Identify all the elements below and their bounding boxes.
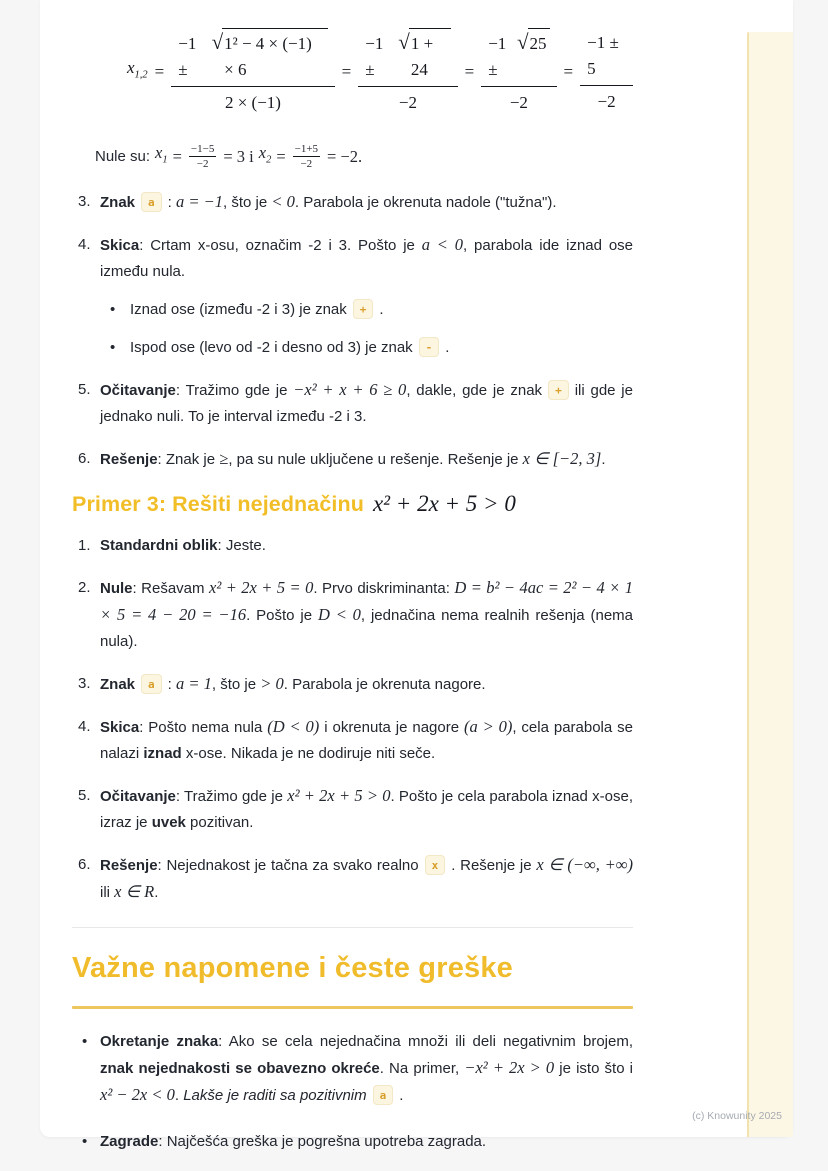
step-item-6: 6. Rešenje: Znak je ≥, pa su nule uključene u rešenje. Rešenje je x ∈ [−2, 3].: [78, 446, 633, 473]
quadratic-formula: $x_{1,2}$ = −1 ± √ 1² − 4 × (−1) × 6 2 × (−1) = −1 ± √ 1 + 24 −2 = −1 ± √ 25 −2 = $\frac{-1 \pm 5}{-2}$: [127, 28, 633, 116]
step-number: 3.: [78, 193, 91, 211]
note-bullet-sign-flip: • Okretanje znaka: Ako se cela nejednačina množi ili deli negativnim brojem, znak nejednakosti se obavezno okreće. Na primer, −x² + 2x > 0 je isto što i x² − 2x < 0. Lakše je raditi sa pozitivnim a .: [82, 1029, 633, 1109]
badge-plus: +: [548, 380, 569, 400]
radical: √ 25: [517, 28, 550, 57]
step-number: 4.: [78, 718, 91, 736]
fraction-2: −1 ± √ 1 + 24 −2: [358, 28, 457, 116]
bullet-dot: •: [110, 339, 116, 357]
badge-x: x: [425, 855, 446, 875]
step-label: Skica: [100, 719, 140, 737]
note-label: Okretanje znaka: [100, 1033, 219, 1051]
step-label: Znak: [100, 676, 136, 694]
step-label: Nule: [100, 580, 133, 598]
badge-a: a: [141, 674, 162, 694]
bullet-dot: •: [82, 1033, 88, 1051]
step-number: 3.: [78, 675, 91, 693]
step-item-3: 3. Znak a : a = −1, što je < 0. Parabola je okrenuta nadole ("tužna").: [78, 189, 633, 216]
step-item-5: 5. Očitavanje: Tražimo gde je −x² + x + 6 ≥ 0, dakle, gde je znak + ili gde je jednako nuli. To je interval između -2 i 3.: [78, 377, 633, 430]
small-fraction-1: $\frac{-1-5}{-2}$: [190, 143, 215, 171]
step-item-5: 5. Očitavanje: Tražimo gde je x² + 2x + 5 > 0. Pošto je cela parabola iznad x-ose, izraz je uvek pozitivan.: [78, 783, 633, 836]
radical: √ 1² − 4 × (−1) × 6: [212, 28, 328, 83]
heading-math: x² + 2x + 5 > 0: [372, 491, 516, 517]
step-label: Rešenje: [100, 857, 158, 875]
copyright-watermark: (c) Knowunity 2025: [692, 1110, 782, 1122]
step-label: Znak: [100, 194, 136, 212]
step-label: Očitavanje: [100, 382, 176, 400]
sub-bullet-above-axis: • Iznad ose (između -2 i 3) je znak + .: [110, 297, 633, 323]
step-number: 5.: [78, 787, 91, 805]
step-item-1: 1. Standardni oblik: Jeste.: [78, 533, 633, 559]
small-fraction-2: $\frac{-1+5}{-2}$: [294, 143, 319, 171]
badge-a: a: [141, 192, 162, 212]
step-number: 1.: [78, 537, 91, 555]
fraction-4: $\frac{-1 \pm 5}{-2}$: [580, 30, 633, 115]
radical: √ 1 + 24: [398, 28, 450, 83]
bullet-dot: •: [82, 1133, 88, 1151]
roots-line: Nule su: $x_1$ = $\frac{-1-5}{-2}$ = 3 i $x_2$ = $\frac{-1+5}{-2}$ = −2.: [95, 143, 363, 171]
page-content: [40, 0, 793, 1155]
step-number: 6.: [78, 450, 91, 468]
step-number: 4.: [78, 236, 91, 254]
note-label: Zagrade: [100, 1133, 159, 1151]
fraction-1: −1 ± √ 1² − 4 × (−1) × 6 2 × (−1): [171, 28, 334, 116]
page-card: [40, 0, 793, 1151]
heading-text: Primer 3: Rešiti nejednačinu: [72, 492, 364, 517]
step-label: Standardni oblik: [100, 537, 218, 555]
step-label: Skica: [100, 237, 140, 255]
bullet-dot: •: [110, 301, 116, 319]
badge-plus: +: [353, 299, 374, 319]
step-item-4: 4. Skica: Pošto nema nula (D < 0) i okrenuta je nagore (a > 0), cela parabola se nalazi iznad x-ose. Nikada je ne dodiruje niti seče.: [78, 714, 633, 767]
step-label: Rešenje: [100, 451, 158, 469]
step-label: Očitavanje: [100, 788, 176, 806]
step-item-2: 2. Nule: Rešavam x² + 2x + 5 = 0. Prvo diskriminanta: D = b² − 4ac = 2² − 4 × 1 × 5 = 4 − 20 = −16. Pošto je D < 0, jednačina nema realnih rešenja (nema nula).: [78, 575, 633, 655]
step-number: 5.: [78, 381, 91, 399]
badge-minus: -: [419, 337, 440, 357]
step-number: 2.: [78, 579, 91, 597]
sub-bullet-below-axis: • Ispod ose (levo od -2 i desno od 3) je znak - .: [110, 335, 633, 361]
step-item-6: 6. Rešenje: Nejednakost je tačna za svako realno x . Rešenje je x ∈ (−∞, +∞) ili x ∈ R.: [78, 852, 633, 906]
badge-a: a: [373, 1085, 394, 1105]
step-item-4: 4. Skica: Crtam x-osu, označim -2 i 3. Pošto je a < 0, parabola ide iznad ose između nula.: [78, 232, 633, 285]
fraction-3: −1 ± √ 25 −2: [481, 28, 556, 116]
section-divider: [72, 927, 633, 928]
step-number: 6.: [78, 856, 91, 874]
step-item-3: 3. Znak a : a = 1, što je > 0. Parabola je okrenuta nagore.: [78, 671, 633, 698]
notes-heading: Važne napomene i česte greške: [72, 952, 514, 985]
heading-underline: [72, 1006, 633, 1009]
note-bullet-parentheses: • Zagrade: Najčešća greška je pogrešna upotreba zagrada.: [82, 1129, 633, 1155]
example-3-heading: [72, 491, 633, 517]
